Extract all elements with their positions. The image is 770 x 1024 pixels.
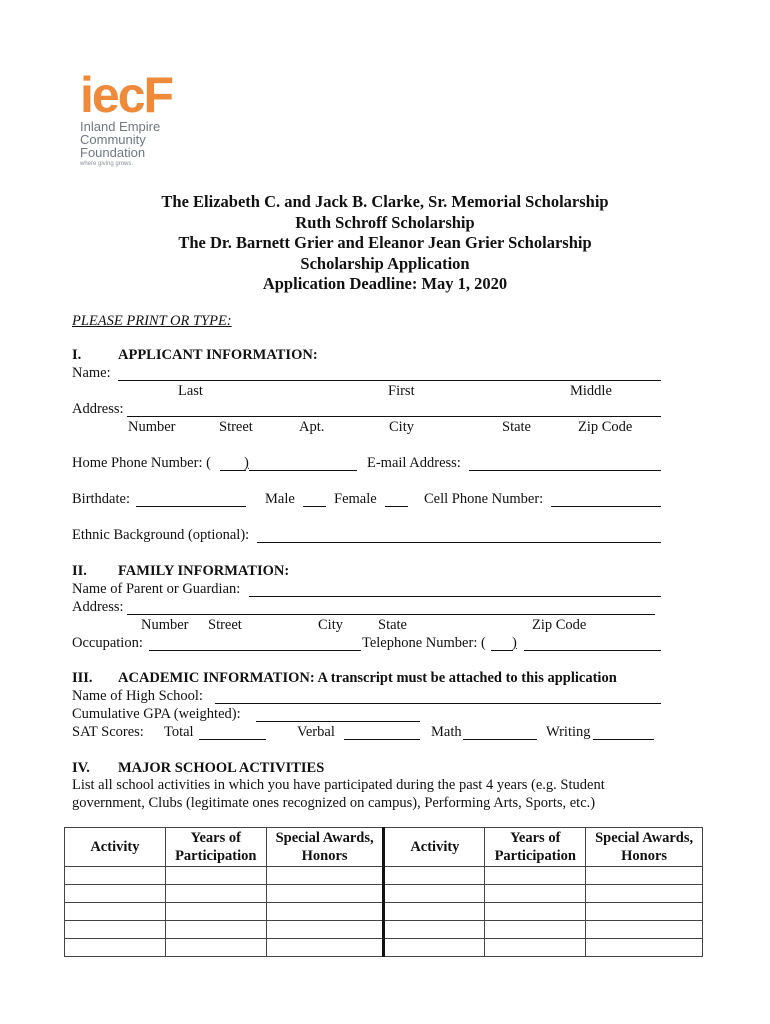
address-sub-state: State	[502, 419, 531, 435]
table-cell[interactable]	[384, 867, 485, 885]
family-address-sub-street: Street	[208, 617, 242, 633]
family-address-sub-number: Number	[141, 617, 189, 633]
table-cell[interactable]	[384, 903, 485, 921]
header-years: Years of Participation	[165, 828, 266, 867]
gpa-label: Cumulative GPA (weighted):	[72, 706, 241, 722]
activities-description-2: government, Clubs (legitimate ones recognized on campus), Performing Arts, Sports, etc.)	[72, 795, 596, 811]
table-cell[interactable]	[266, 885, 384, 903]
title-line: The Dr. Barnett Grier and Eleanor Jean Grier Scholarship	[178, 233, 592, 252]
header-activity: Activity	[65, 828, 166, 867]
family-address-label: Address:	[72, 599, 124, 615]
table-cell[interactable]	[586, 921, 703, 939]
birthdate-field[interactable]	[136, 506, 246, 507]
address-sub-city: City	[389, 419, 414, 435]
activities-description-1: List all school activities in which you have participated during the past 4 years (e.g. Student	[72, 777, 605, 793]
gpa-field[interactable]	[256, 721, 420, 722]
header-awards-2: Special Awards, Honors	[586, 828, 703, 867]
sat-writing-label: Writing	[546, 724, 591, 740]
address-sub-street: Street	[219, 419, 253, 435]
home-phone-label: Home Phone Number: (	[72, 455, 211, 471]
name-sub-first: First	[388, 383, 415, 399]
address-label: Address:	[72, 401, 124, 417]
table-cell[interactable]	[266, 939, 384, 957]
birthdate-label: Birthdate:	[72, 491, 130, 507]
name-sub-middle: Middle	[570, 383, 612, 399]
logo-tagline: where giving grows.	[80, 161, 134, 167]
table-cell[interactable]	[65, 867, 166, 885]
sat-writing-field[interactable]	[593, 739, 654, 740]
section-4-heading: MAJOR SCHOOL ACTIVITIES	[118, 760, 325, 776]
email-field[interactable]	[469, 470, 661, 471]
section-3-heading: ACADEMIC INFORMATION: A transcript must be attached to this application	[118, 670, 617, 686]
family-address-sub-zip: Zip Code	[532, 617, 587, 633]
telephone-label: Telephone Number: (	[362, 635, 486, 651]
header-activity-2: Activity	[384, 828, 485, 867]
table-cell[interactable]	[384, 939, 485, 957]
table-cell[interactable]	[586, 903, 703, 921]
table-cell[interactable]	[165, 939, 266, 957]
table-row	[65, 903, 703, 921]
logo-line-2: Community	[80, 132, 146, 147]
iecf-logo	[80, 67, 200, 167]
logo-line-1: Inland Empire	[80, 119, 161, 134]
table-cell[interactable]	[266, 921, 384, 939]
occupation-label: Occupation:	[72, 635, 143, 651]
section-2-number: II.	[72, 563, 87, 579]
table-cell[interactable]	[65, 885, 166, 903]
table-header-row	[65, 828, 703, 867]
sat-label: SAT Scores:	[72, 724, 144, 740]
logo-line-3: Foundation	[80, 145, 146, 160]
cell-phone-field[interactable]	[551, 506, 661, 507]
sat-total-field[interactable]	[199, 739, 266, 740]
title-block	[0, 192, 770, 295]
occupation-field[interactable]	[149, 650, 361, 651]
table-cell[interactable]	[586, 885, 703, 903]
table-cell[interactable]	[384, 885, 485, 903]
address-field[interactable]	[127, 416, 661, 417]
ethnic-field[interactable]	[257, 542, 661, 543]
table-cell[interactable]	[165, 921, 266, 939]
telephone-field[interactable]	[524, 650, 661, 651]
table-cell[interactable]	[165, 867, 266, 885]
parent-field[interactable]	[249, 596, 661, 597]
name-field[interactable]	[118, 380, 661, 381]
header-years-2: Years of Participation	[485, 828, 586, 867]
activities-table	[64, 827, 703, 957]
table-cell[interactable]	[586, 867, 703, 885]
header-awards: Special Awards, Honors	[266, 828, 384, 867]
section-4-number: IV.	[72, 760, 90, 776]
table-cell[interactable]	[485, 903, 586, 921]
address-sub-number: Number	[128, 419, 176, 435]
print-instruction: PLEASE PRINT OR TYPE:	[72, 313, 232, 329]
title-line: Application Deadline: May 1, 2020	[262, 274, 508, 293]
female-field[interactable]	[385, 506, 408, 507]
family-address-field[interactable]	[127, 614, 655, 615]
table-cell[interactable]	[586, 939, 703, 957]
high-school-label: Name of High School:	[72, 688, 203, 704]
logo-wordmark: iecF	[80, 67, 173, 123]
sat-math-field[interactable]	[463, 739, 537, 740]
table-cell[interactable]	[65, 903, 166, 921]
family-address-sub-city: City	[318, 617, 343, 633]
sat-verbal-label: Verbal	[297, 724, 335, 740]
table-cell[interactable]	[65, 921, 166, 939]
cell-phone-label: Cell Phone Number:	[424, 491, 544, 507]
table-cell[interactable]	[165, 903, 266, 921]
parent-label: Name of Parent or Guardian:	[72, 581, 241, 597]
logo-mark	[80, 67, 200, 123]
table-row	[65, 921, 703, 939]
section-3-number: III.	[72, 670, 93, 686]
title-line: Ruth Schroff Scholarship	[295, 212, 475, 232]
telephone-area-field[interactable]	[491, 650, 513, 651]
high-school-field[interactable]	[215, 703, 661, 704]
table-cell[interactable]	[266, 867, 384, 885]
table-row	[65, 939, 703, 957]
table-cell[interactable]	[485, 939, 586, 957]
email-label: E-mail Address:	[367, 455, 461, 471]
section-1-heading: APPLICANT INFORMATION:	[118, 347, 318, 363]
address-sub-apt: Apt.	[299, 419, 325, 435]
home-phone-paren: )	[244, 455, 249, 471]
table-cell[interactable]	[485, 885, 586, 903]
female-label: Female	[334, 491, 377, 507]
sat-math-label: Math	[431, 724, 462, 740]
table-cell[interactable]	[266, 903, 384, 921]
sat-total-label: Total	[164, 724, 194, 740]
telephone-paren: )	[512, 635, 517, 651]
title-line: The Elizabeth C. and Jack B. Clarke, Sr. Memorial Scholarship	[161, 192, 609, 211]
sat-verbal-field[interactable]	[344, 739, 420, 740]
table-cell[interactable]	[485, 921, 586, 939]
section-1-number: I.	[72, 347, 82, 363]
table-cell[interactable]	[384, 921, 485, 939]
family-address-sub-state: State	[378, 617, 407, 633]
ethnic-label: Ethnic Background (optional):	[72, 527, 250, 543]
table-cell[interactable]	[165, 885, 266, 903]
home-phone-area-field[interactable]	[220, 470, 246, 471]
section-2-heading: FAMILY INFORMATION:	[118, 563, 290, 579]
table-cell[interactable]	[485, 867, 586, 885]
table-row	[65, 885, 703, 903]
table-row	[65, 867, 703, 885]
name-label: Name:	[72, 365, 111, 381]
home-phone-field[interactable]	[249, 470, 357, 471]
address-sub-zip: Zip Code	[578, 419, 633, 435]
table-cell[interactable]	[65, 939, 166, 957]
title-line: Scholarship Application	[300, 253, 470, 273]
male-label: Male	[265, 491, 295, 507]
name-sub-last: Last	[178, 383, 203, 399]
male-field[interactable]	[303, 506, 326, 507]
